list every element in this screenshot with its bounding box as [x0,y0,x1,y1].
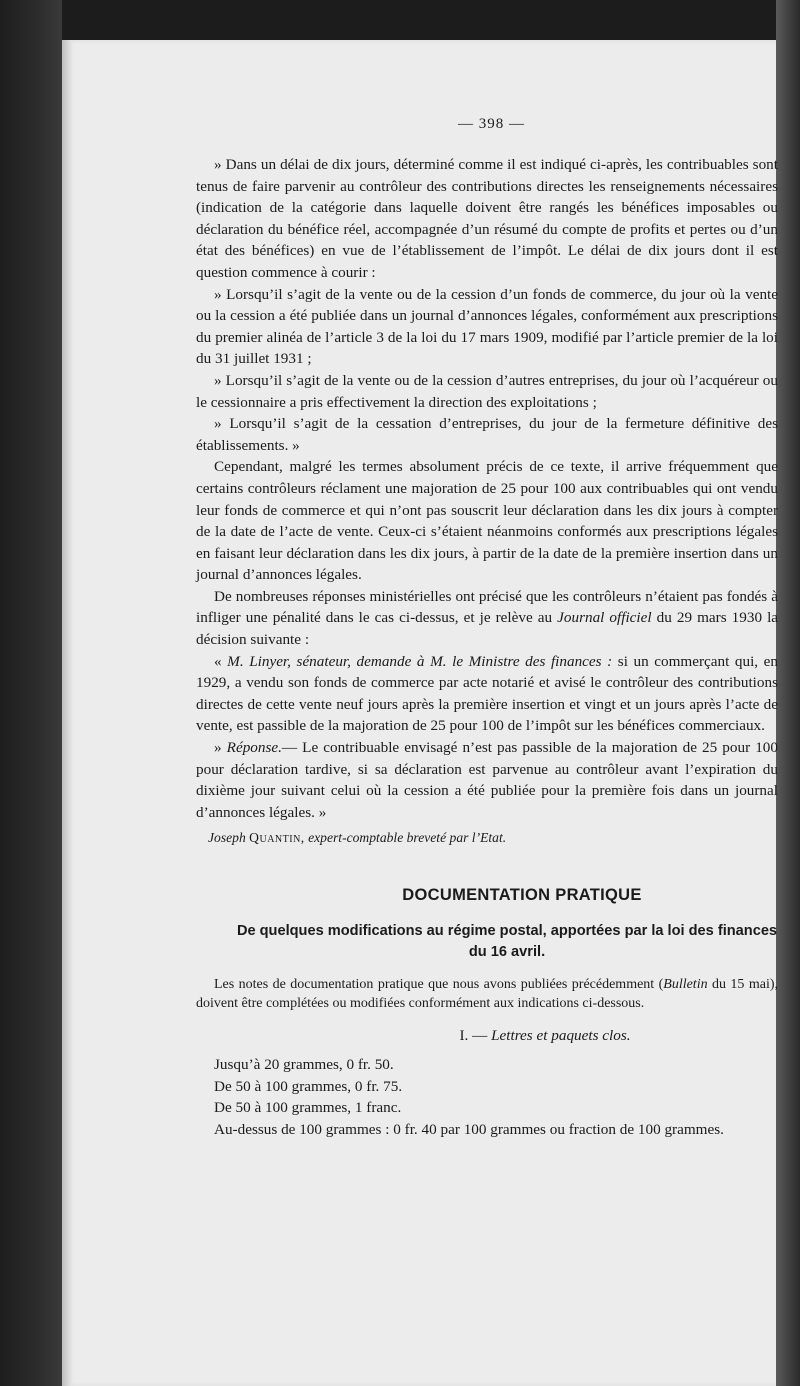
section-title-documentation: DOCUMENTATION PRATIQUE [402,886,642,904]
reponse-body: — Le contribuable envisagé n’est pas passible de la majoration de 25 pour 100 pour déclaration tardive, si sa déclaration est parvenue au contrôleur avant l’expiration du dixième jour suivant celui où la cession a été publiée pour la première fois dans un journal d’annonces légales. » [196,739,778,821]
rate-line: De 50 à 100 grammes, 1 franc. [214,1099,402,1117]
journal-officiel-ref: Journal officiel [557,609,652,627]
paragraph-reponse [196,737,778,823]
quote-body: si un commerçant qui, en 1929, a vendu son fonds de commerce par acte notarié et avisé le contrôleur des contributions directes de cette vente neuf jours après la première insertion et vingt et un jours après l’acte de vente, est passible de la majoration de 25 pour 100 de l’impôt sur les bénéfices commerciaux. [196,652,778,735]
article-subtitle: De quelques modifications au régime postal, apportées par la loi des finances du 16 avril. [236,922,778,960]
page-binding-edge [62,40,72,1386]
rate-line: Au-dessus de 100 grammes : 0 fr. 40 par 100 grammes ou fraction de 100 grammes. [214,1120,724,1138]
scan-top-border [0,0,800,40]
author-first-name: Joseph [208,830,246,846]
paragraph-fonds-commerce: » Lorsqu’il s’agit de la vente ou de la cession d’un fonds de commerce, du jour où la vente ou la cession a été publiée dans un journal d’annonces légales, conformément aux prescriptions du premier alinéa de l’article 3 de la loi du 17 mars 1909, modifié par l’article premier de la loi du 31 juillet 1931 ; [196,285,778,368]
paragraph-autres-entreprises: » Lorsqu’il s’agit de la vente ou de la cession d’autres entreprises, du jour où l’acquéreur ou le cessionnaire a pris effectivement la direction des exploitations ; [196,371,778,411]
documentation-intro [196,975,778,1013]
para6-tail: du 29 mars 1930 la décision suivante : [196,609,779,649]
bulletin-ref: Bulletin [663,976,708,992]
quote-open: « [214,652,228,670]
author-last-name: Quantin, [249,830,305,846]
para6-text: De nombreuses réponses ministérielles ont précisé que les contrôleurs n’étaient pas fondés à infliger une pénalité dans le cas ci-dessus, et je relève au [196,587,778,627]
author-title: expert-comptable breveté par l’Etat. [308,830,507,846]
subsection-heading [312,1025,778,1047]
reponse-open: » [214,739,227,757]
paragraph-delai: » Dans un délai de dix jours, déterminé comme il est indiqué ci-après, les contribuables sont tenus de faire parvenir au contrôleur des contributions directes les renseignements nécessaires (indication de la catégorie dans laquelle doivent être rangés les bénéfices imposables ou déclaration du bénéfice réel, accompagnée d’un résumé du compte de profits et pertes ou d’un état des bénéfices) en vue de l’établissement de l’impôt. Le délai de dix jours dont il est question commence à courir : [196,156,778,281]
subsection-title: Lettres et paquets clos. [491,1026,631,1044]
scan-left-border [0,0,62,1386]
rate-line: Jusqu’à 20 grammes, 0 fr. 50. [214,1056,394,1074]
paragraph-cependant: Cependant, malgré les termes absolument précis de ce texte, il arrive fréquemment que certains contrôleurs réclament une majoration de 25 pour 100 aux contribuables qui ont vendu leur fonds de commerce et qui n’ont pas souscrit leur déclaration dans les dix jours à compter de la date de l’acte de vente. Ceux-ci s’étaient néanmoins conformés aux prescriptions légales en faisant leur déclaration dans les dix jours, à partir de la date de la première insertion dans un journal d’annonces légales. [196,458,778,584]
intro-pre: Les notes de documentation pratique que nous avons publiées précédemment ( [214,976,664,992]
scan-right-border [776,0,800,1386]
subsection-number: I. — [459,1026,488,1044]
paragraph-cessation: » Lorsqu’il s’agit de la cessation d’entreprises, du jour de la fermeture définitive des établissements. » [196,415,778,454]
rate-line: De 50 à 100 grammes, 0 fr. 75. [214,1077,403,1095]
quote-question-heading: M. Linyer, sénateur, demande à M. le Ministre des finances : [227,652,613,670]
reponse-label: Réponse. [226,739,282,757]
page-number: — 398 — [458,116,525,132]
intro-post: du 15 mai), doivent être complétées ou modifiées conformément aux indications ci-dessous. [196,976,779,1011]
author-signature [208,827,778,849]
paragraph-question-linyer [196,651,778,737]
paragraph-reponses-ministerielles [196,586,778,651]
page-body [196,110,778,1141]
